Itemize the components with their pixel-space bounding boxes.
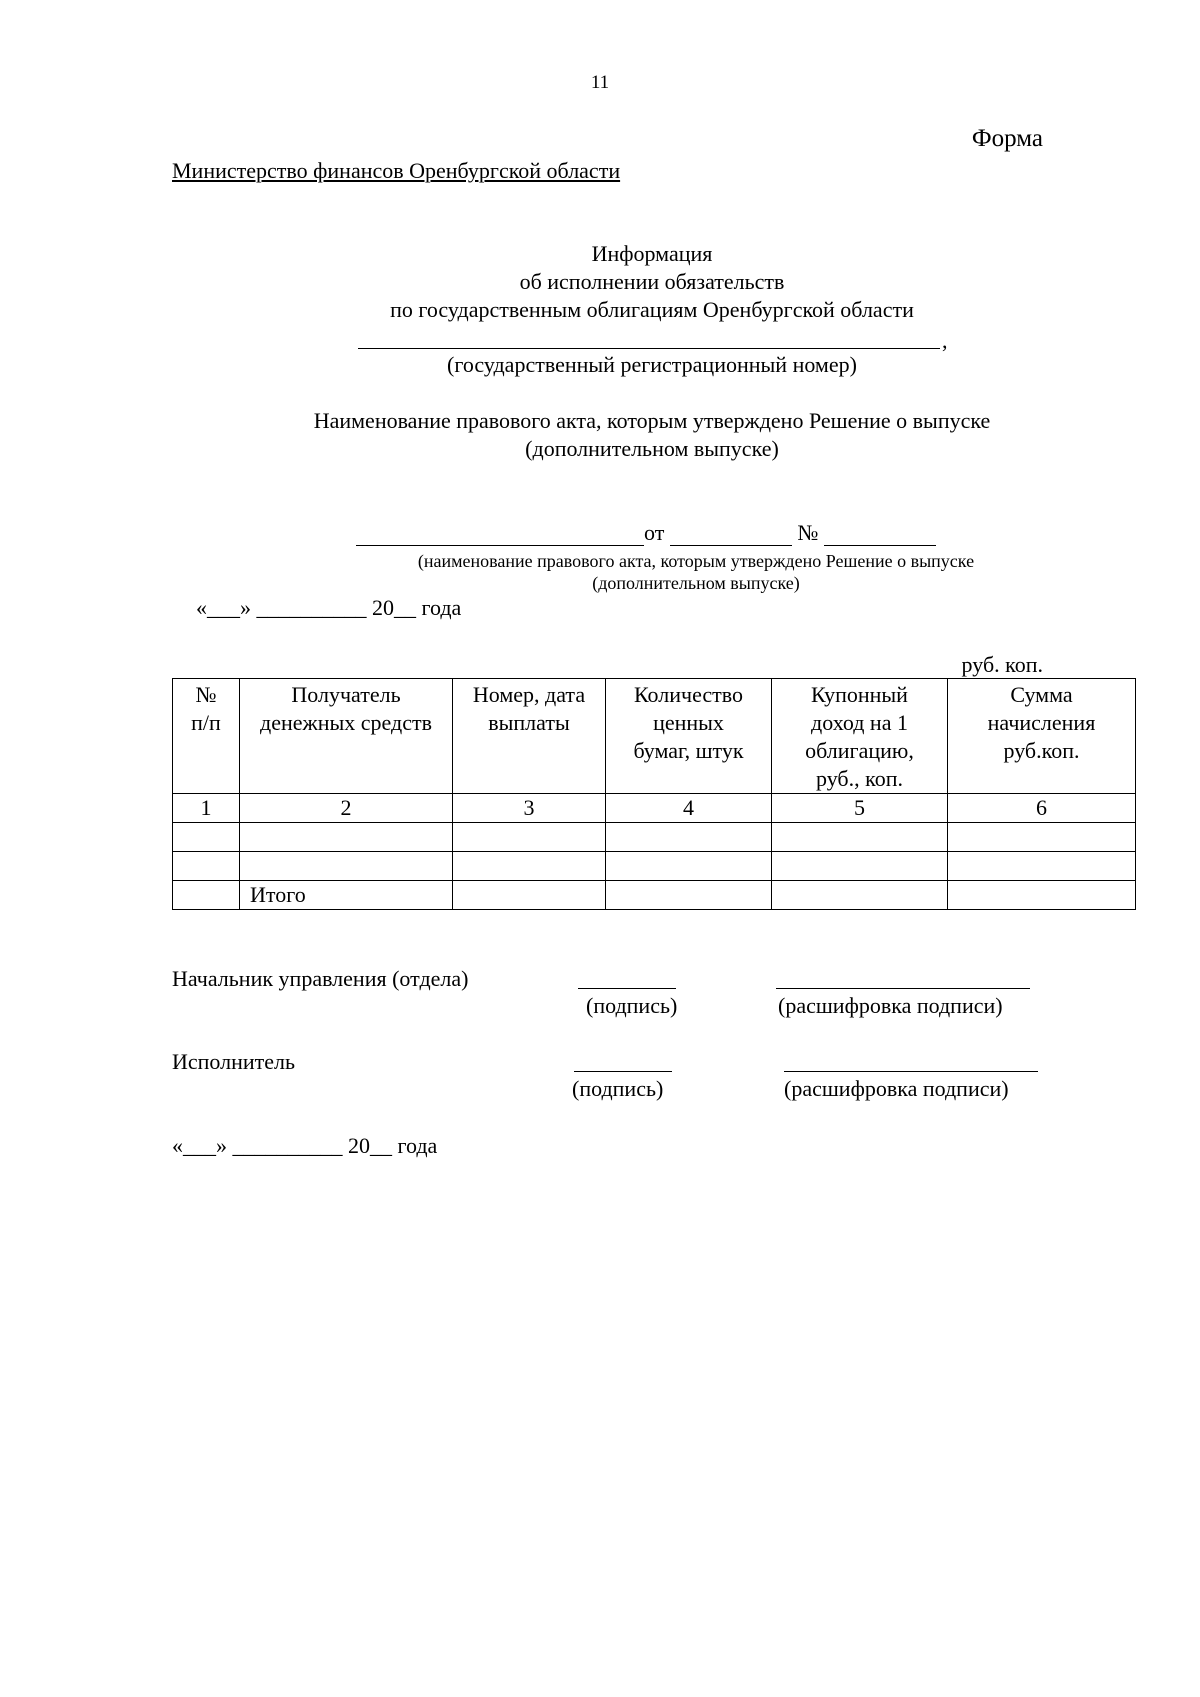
table-cell[interactable] — [453, 823, 606, 852]
table-row — [173, 823, 1136, 852]
act-heading-line-2: (дополнительном выпуске) — [525, 436, 779, 461]
column-number-cell: 6 — [948, 794, 1136, 823]
act-caption — [356, 550, 1036, 594]
head-decode-caption: (расшифровка подписи) — [778, 993, 1003, 1018]
table-cell[interactable] — [772, 881, 948, 910]
header-accrued-amount: Сумма начисления руб.коп. — [948, 679, 1136, 794]
table-row — [173, 852, 1136, 881]
header-coupon-income: Купонный доход на 1 облигацию, руб., коп. — [772, 679, 948, 794]
document-title — [300, 240, 1004, 324]
table-cell[interactable] — [606, 823, 772, 852]
registration-number-caption: (государственный регистрационный номер) — [447, 352, 857, 377]
bond-obligations-table — [172, 678, 1136, 910]
header-payment: Номер, дата выплаты — [453, 679, 606, 794]
ministry-name: Министерство финансов Оренбургской области — [172, 158, 621, 183]
act-heading — [250, 407, 1054, 463]
page-number: 11 — [590, 72, 610, 93]
date-field-top[interactable]: «___» __________ 20__ года — [196, 595, 462, 620]
registration-comma: , — [942, 328, 948, 353]
table-cell[interactable] — [606, 852, 772, 881]
table-cell[interactable] — [772, 852, 948, 881]
table-cell[interactable] — [173, 881, 240, 910]
table-cell[interactable] — [240, 852, 453, 881]
executor-decode-caption: (расшифровка подписи) — [784, 1076, 1009, 1101]
column-number-cell: 4 — [606, 794, 772, 823]
act-heading-line-1: Наименование правового акта, которым утверждено Решение о выпуске — [313, 408, 991, 433]
act-name-field[interactable] — [356, 523, 644, 546]
title-line-2: об исполнении обязательств — [519, 269, 785, 294]
header-securities-count: Количество ценных бумаг, штук — [606, 679, 772, 794]
executor-signature-caption: (подпись) — [572, 1076, 664, 1101]
registration-number-field[interactable] — [358, 322, 958, 353]
table-cell[interactable] — [240, 823, 453, 852]
column-number-cell: 3 — [453, 794, 606, 823]
act-number-label: № — [797, 520, 819, 545]
act-caption-line-2: (дополнительном выпуске) — [592, 573, 800, 593]
act-caption-line-1: (наименование правового акта, которым утверждено Решение о выпуске — [417, 551, 975, 571]
table-cell[interactable] — [772, 823, 948, 852]
head-signature-field[interactable] — [578, 988, 676, 989]
executor-signature-field[interactable] — [574, 1071, 672, 1072]
date-field-bottom[interactable]: «___» __________ 20__ года — [172, 1133, 438, 1158]
head-role-label: Начальник управления (отдела) — [172, 966, 469, 991]
head-decode-field[interactable] — [776, 988, 1030, 989]
act-from-label: от — [644, 520, 665, 545]
column-number-cell: 1 — [173, 794, 240, 823]
table-cell[interactable] — [948, 881, 1136, 910]
column-number-cell: 2 — [240, 794, 453, 823]
form-label: Форма — [971, 125, 1043, 152]
table-header-row — [173, 679, 1136, 794]
table-cell[interactable] — [173, 852, 240, 881]
executor-role-label: Исполнитель — [172, 1049, 296, 1074]
table-cell[interactable] — [453, 852, 606, 881]
table-cell[interactable] — [453, 881, 606, 910]
header-number: № п/п — [173, 679, 240, 794]
table-cell[interactable] — [948, 823, 1136, 852]
act-number-field[interactable] — [824, 523, 936, 546]
table-cell[interactable] — [948, 852, 1136, 881]
table-total-row — [173, 881, 1136, 910]
column-number-cell: 5 — [772, 794, 948, 823]
title-line-3: по государственным облигациям Оренбургской области — [390, 297, 914, 322]
total-label: Итого — [240, 881, 453, 910]
table-cell[interactable] — [173, 823, 240, 852]
executor-decode-field[interactable] — [784, 1071, 1038, 1072]
table-cell[interactable] — [606, 881, 772, 910]
registration-number-line — [358, 348, 940, 349]
table-column-number-row — [173, 794, 1136, 823]
act-details-row — [356, 520, 956, 550]
header-recipient: Получатель денежных средств — [240, 679, 453, 794]
head-signature-caption: (подпись) — [586, 993, 678, 1018]
act-date-field[interactable] — [670, 523, 792, 546]
title-line-1: Информация — [591, 241, 713, 266]
currency-note: руб. коп. — [961, 652, 1043, 677]
